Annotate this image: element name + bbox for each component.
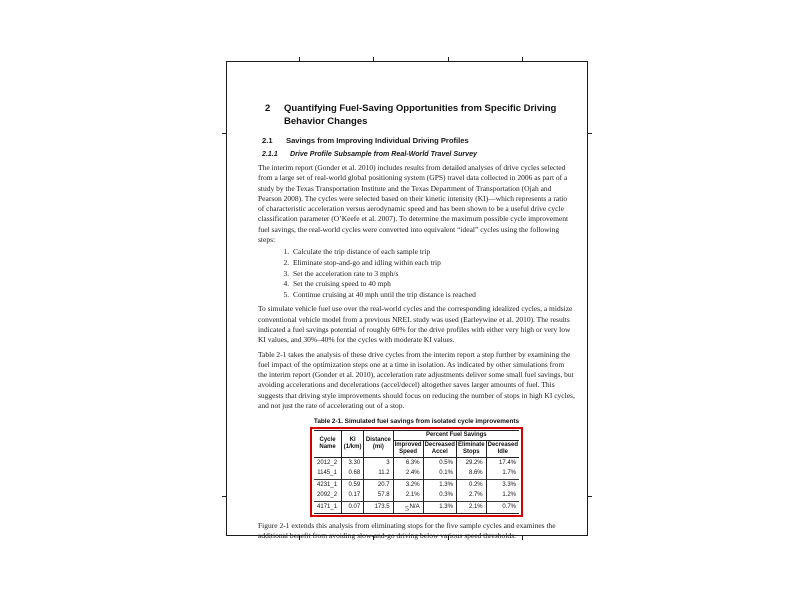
ideal-cycle-step-item: 2. Eliminate stop-and-go and idling within each trip — [291, 258, 575, 269]
cell-cycle-name: 1145_1 — [317, 470, 337, 477]
paragraph-figure-intro: Figure 2-1 extends this analysis from eliminating stops for the five sample cycles and examines the additional benefit from avoiding slow-and-go driving below various speed thresholds. — [258, 520, 556, 541]
cell-value: 0.59 — [342, 480, 364, 491]
crop-tick — [222, 133, 226, 134]
section-number: 2.1 — [262, 136, 273, 145]
col-header-ki: KI (1/km) — [342, 431, 364, 458]
paragraph-simulation: To simulate vehicle fuel use over the real-world cycles and the corresponding idealized cycles, a midsize conventional vehicle model from a previous NREL study was used (Earleywine et al. 2010). The results indicated a fuel savings potential of roughly 60% for the drive profiles with either very high or very low KI values, and 30%–40% for the cycles with moderate KI values. — [258, 304, 573, 345]
sub-header-decreased-accel: Decreased Accel — [423, 441, 456, 458]
cell-cycle-name: 2092_2 — [317, 492, 338, 499]
crop-tick — [588, 496, 592, 497]
cell-value: 8.6% — [456, 469, 486, 480]
cell-value: 1.7% — [486, 469, 519, 480]
cell-value: 0.07 — [342, 502, 364, 514]
table-header-row — [314, 431, 519, 441]
page-content — [258, 62, 575, 541]
section-title: Savings from Improving Individual Driving Profiles — [286, 136, 469, 145]
cell-cycle-name: 2012_2 — [317, 459, 338, 466]
sub-header-decreased-idle: Decreased Idle — [486, 441, 519, 458]
chapter-heading — [258, 103, 575, 128]
cell-value: 2.1% — [393, 491, 423, 502]
cell-value: 6.3% — [393, 458, 423, 469]
col-header-percent-fuel-savings: Percent Fuel Savings — [393, 431, 519, 441]
col-header-cycle-name: Cycle Name — [314, 431, 342, 458]
sub-header-improved-speed: Improved Speed — [393, 441, 423, 458]
cell-value: 2.7% — [456, 491, 486, 502]
document-page — [226, 61, 588, 541]
cell-value: 3.2% — [393, 480, 423, 491]
table-caption: Table 2-1. Simulated fuel savings from isolated cycle improvements — [313, 418, 520, 426]
crop-tick — [299, 57, 300, 61]
cell-value: 0.1% — [423, 469, 456, 480]
cell-value: 2.4% — [393, 469, 423, 480]
cell-value: 0.2% — [456, 480, 486, 491]
cell-value: 29.2% — [456, 458, 486, 469]
section-heading — [258, 136, 575, 145]
paragraph-table-discussion: Table 2-1 takes the analysis of these drive cycles from the interim report a step further by examining the fuel impact of the optimization steps one at a time in isolation. As indicated by other simulations from the interim report (Gonder et al. 2010), acceleration rate adjustments deliver some small fuel savings, but avoiding accelerations and decelerations (accel/decel) altogether saves larger amounts of fuel. This suggests that driving style improvements should focus on reducing the number of stops in high KI cycles, and not just the rate of accelerating out of a stop. — [258, 349, 575, 411]
cell-value: 173.5 — [364, 502, 393, 514]
cell-value: 0.7% — [486, 502, 519, 514]
crop-tick — [448, 57, 449, 61]
crop-tick — [222, 496, 226, 497]
cell-value: 0.5% — [423, 458, 456, 469]
paragraph-intro: The interim report (Gonder et al. 2010) includes results from detailed analyses of drive cycles selected from a large set of real-world global positioning system (GPS) travel data collected in 2006 as part of a study by the Texas Transportation Institute and the Texas Department of Transportation (Ojah and Pearson 2008). The cycles were selected based on their kinetic intensity (KI)—which represents a ratio of characteristic acceleration versus aerodynamic speed and has been shown to be a useful drive cycle classification parameter (O’Keefe et al. 2007). To determine the maximum possible cycle improvement fuel savings, the real-world cycles were converted into equivalent “ideal” cycles using the following steps: — [258, 163, 569, 245]
cell-cycle-name: 4231_1 — [314, 480, 342, 491]
subsection-title: Drive Profile Subsample from Real-World Travel Survey — [290, 150, 477, 158]
subsection-number: 2.1.1 — [262, 150, 278, 158]
cell-value: 0.68 — [342, 469, 364, 480]
table-row — [314, 458, 519, 469]
page-number: 5 — [405, 504, 409, 513]
cell-value: 3.30 — [342, 458, 364, 469]
cell-value: 0.3% — [423, 491, 456, 502]
sub-header-eliminate-stops: Eliminate Stops — [456, 441, 486, 458]
cell-value: N/A — [393, 502, 423, 514]
crop-tick — [522, 57, 523, 61]
cell-value: 20.7 — [364, 480, 393, 491]
table-row — [314, 469, 519, 480]
col-header-distance: Distance (mi) — [364, 431, 393, 458]
chapter-number: 2 — [265, 103, 271, 114]
cell-value: 3.3% — [486, 480, 519, 491]
cell-value: 3 — [364, 458, 393, 469]
table-row — [314, 491, 519, 502]
ideal-cycle-step-item: 4. Set the cruising speed to 40 mph — [291, 279, 575, 290]
subsection-heading — [258, 150, 575, 159]
cell-value: 17.4% — [486, 458, 519, 469]
cell-value: 1.2% — [486, 491, 519, 502]
chapter-title: Quantifying Fuel-Saving Opportunities from Specific Driving Behavior Changes — [284, 103, 557, 127]
cell-value: 11.2 — [364, 469, 393, 480]
crop-tick — [588, 133, 592, 134]
ideal-cycle-steps-list — [258, 247, 575, 300]
ideal-cycle-step-item: 1. Calculate the trip distance of each sample trip — [291, 247, 575, 258]
crop-tick — [373, 57, 374, 61]
cell-value: 2.1% — [456, 502, 486, 514]
fuel-savings-table — [314, 430, 519, 514]
cell-cycle-name: 4171_1 — [314, 502, 342, 514]
ideal-cycle-step-item: 5. Continue cruising at 40 mph until the trip distance is reached — [291, 290, 575, 301]
cell-value: 1.3% — [423, 502, 456, 514]
cell-value: 1.3% — [423, 480, 456, 491]
cell-value: 0.17 — [342, 491, 364, 502]
ideal-cycle-step-item: 3. Set the acceleration rate to 3 mph/s — [291, 269, 575, 280]
table-row — [314, 480, 519, 491]
cell-value: 57.8 — [364, 491, 393, 502]
